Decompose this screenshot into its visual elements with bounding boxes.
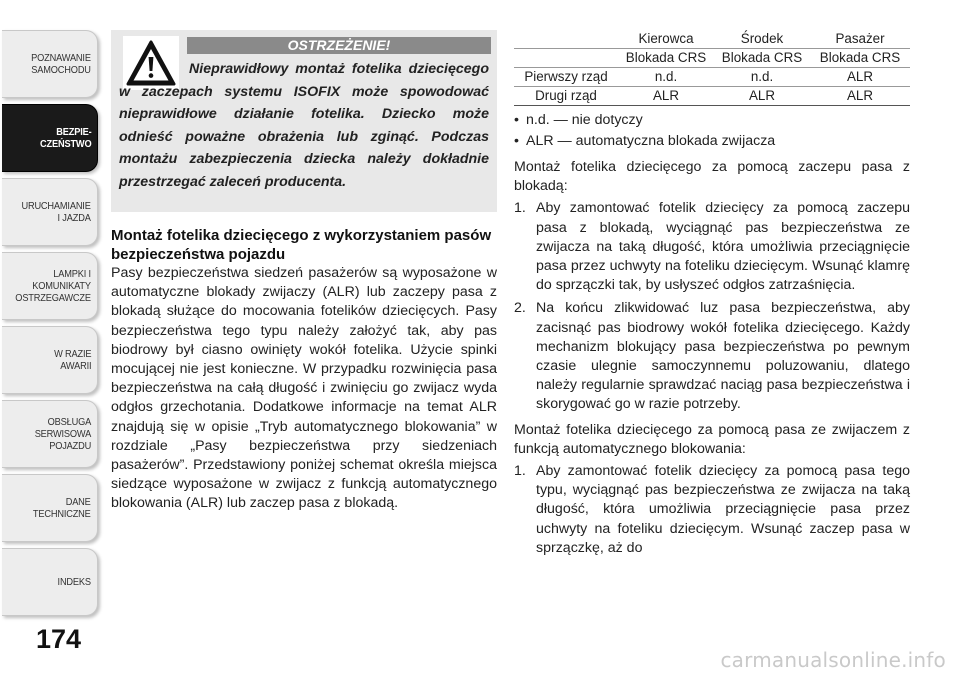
tab-label: INDEKS [57, 576, 91, 588]
table-cell: ALR [714, 87, 810, 106]
procedure-steps [514, 462, 910, 558]
tab-w-razie-awarii[interactable] [2, 326, 98, 394]
section-heading: Montaż fotelika dziecięcego z wykorzystaniem pasów bezpieczeństwa pojazdu [111, 227, 492, 263]
section-body: Pasy bezpieczeństwa siedzeń pasażerów są wyposażone w automatyczne blokady zwijaczy (ALR) lub zaczepy pasa z blokadą służące do mocowania fotelików dziecięcych. Pasy bezpieczeństwa tego typu należy założyć tak, aby pas biodrowy był ciasno owinięty wokół fotelika. Użycie spinki mocującej nie jest konieczne. W przypadku rozwinięcia pasa bezpieczeństwa na całą długość i zwinięciu go zwijacz wyda odgłos grzechotania. Dodatkowe informacje na temat ALR znajdują się w opisie „Tryb automatycznego blokowania” w rozdziale „Pasy bezpieczeństwa przy siedzeniach pasażerów”. Przedstawiony poniżej schemat określa miejsca siedzące wyposażone w zwijacz z funkcją automatycznego blokowania (ALR) lub zaczep pasa z blokadą. [111, 265, 497, 512]
procedure-intro: Montaż fotelika dziecięcego za pomocą pasa ze zwijaczem z funkcją automatycznego blokowania: [514, 421, 910, 457]
table-header: Pasażer [810, 30, 910, 49]
tab-uruchamianie-i-jazda[interactable] [2, 178, 98, 246]
list-item: 2. Na końcu zlikwidować luz pasa bezpieczeństwa, aby zacisnąć pas biodrowy wokół fotelika dziecięcego. Każdy mechanizm blokujący pasa bezpieczeństwa po pewnym czasie ulegnie samoczynnemu poluzowaniu, dlatego należy regularnie sprawdzać naciąg pasa bezpieczeństwa i skorygować go w razie potrzeby. [514, 300, 910, 413]
table-cell: n.d. [618, 68, 714, 87]
tab-poznawanie-samochodu[interactable] [2, 30, 98, 98]
list-item: 1. Aby zamontować fotelik dziecięcy za pomocą pasa tego typu, wyciągnąć pas bezpieczeństwa ze zwijacza na taką długość, która umożliwia przeciągnięcie pasa przez uchwyty na foteliku dziecięcym. Wsunąć zaczep pasa w sprzączkę, aż do [514, 463, 910, 556]
table-cell: ALR [810, 68, 910, 87]
table-row-label: Drugi rząd [514, 87, 618, 106]
crs-table [514, 30, 910, 106]
warning-box [111, 30, 497, 212]
table-cell: Blokada CRS [810, 49, 910, 68]
table-row [514, 87, 910, 106]
procedure-steps [514, 199, 910, 414]
table-row [514, 68, 910, 87]
tab-bezpieczenstwo[interactable] [2, 104, 98, 172]
watermark: carmanualsonline.info [720, 648, 946, 672]
table-subheader-row [514, 49, 910, 68]
table-cell: ALR [810, 87, 910, 106]
warning-title: OSTRZEŻENIE! [187, 37, 491, 54]
legend-item: • ALR — automatyczna blokada zwijacza [514, 131, 910, 152]
legend-item: • n.d. — nie dotyczy [514, 110, 910, 131]
table-legend [514, 110, 910, 152]
table-header: Kierowca [618, 30, 714, 49]
table-cell: n.d. [714, 68, 810, 87]
table-row-label: Pierwszy rząd [514, 68, 618, 87]
tab-label: LAMPKI I KOMUNIKATY OSTRZEGAWCZE [15, 268, 91, 304]
left-column [111, 30, 497, 514]
list-item: 1. Aby zamontować fotelik dziecięcy za pomocą zaczepu pasa z blokadą, wyciągnąć pas bezpieczeństwa ze zwijacza na taką długość, która umożliwia przeciągnięcie pasa przez uchwyty na foteliku dziecięcym. Wsunąć klamrę do sprzączki tak, by usłyszeć odgłos zatrzaśnięcia. [514, 200, 910, 294]
table-cell: Blokada CRS [618, 49, 714, 68]
warning-text: Nieprawidłowy montaż fotelika dziecięcego w zaczepach systemu ISOFIX może spowodować nieprawidłowe działanie fotelika. Dziecko może odnieść poważne obrażenia lub zginąć. Podczas montażu zabezpieczenia dziecka należy dokładnie przestrzegać zaleceń producenta. [119, 61, 489, 190]
table-header-row [514, 30, 910, 49]
procedure-intro: Montaż fotelika dziecięcego za pomocą zaczepu pasa z blokadą: [514, 159, 910, 195]
table-cell: Blokada CRS [714, 49, 810, 68]
table-header: Środek [714, 30, 810, 49]
tab-label: URUCHAMIANIE I JAZDA [21, 200, 91, 224]
tab-label: OBSŁUGA SERWISOWA POJAZDU [34, 416, 91, 452]
tab-label: W RAZIE AWARII [53, 348, 91, 372]
table-header [514, 30, 618, 49]
right-column [514, 30, 910, 562]
page-number: 174 [36, 624, 82, 654]
table-cell: ALR [618, 87, 714, 106]
table-cell [514, 49, 618, 68]
tab-dane-techniczne[interactable] [2, 474, 98, 542]
tab-label: DANE TECHNICZNE [33, 496, 91, 520]
tab-label: BEZPIE- CZEŃSTWO [39, 126, 91, 150]
tab-indeks[interactable] [2, 548, 98, 616]
tab-obsluga-serwisowa[interactable] [2, 400, 98, 468]
tab-lampki-i-komunikaty[interactable] [2, 252, 98, 320]
tab-label: POZNAWANIE SAMOCHODU [31, 52, 91, 76]
